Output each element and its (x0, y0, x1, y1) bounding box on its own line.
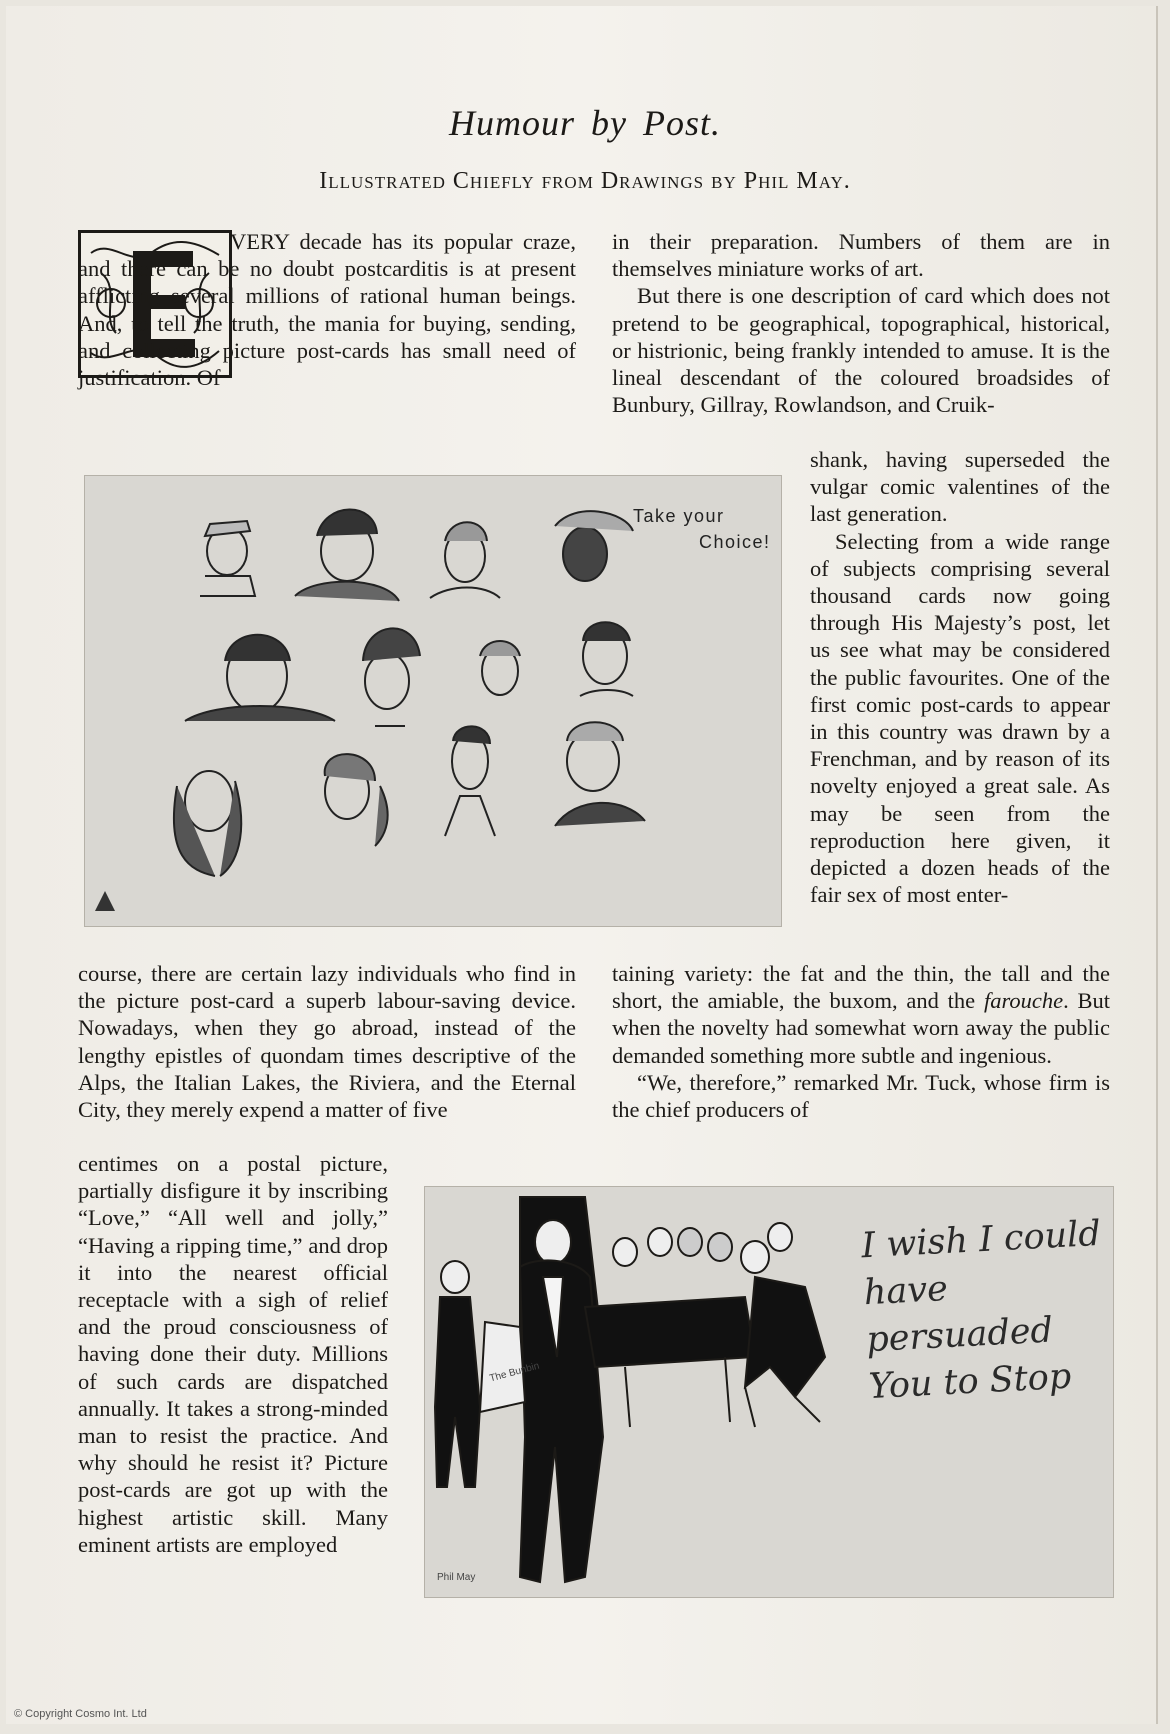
handwritten-caption: I wish I could have persuaded You to Stop (860, 1213, 1102, 1408)
figure-take-your-choice (84, 475, 782, 927)
paragraph-4: in their preparation. Numbers of them are in themselves miniature works of art. (612, 229, 1110, 282)
figure1-caption-line2: Choice! (699, 532, 771, 552)
paragraph-6-cont-b: . But when the novelty had somewhat worn away the public demanded something more subtle and ingenious. (612, 988, 1110, 1068)
paragraph-3: centimes on a postal picture, partially disfigure it by inscribing “Love,” “All well and jolly,” “Having a ripping time,” and drop it into the nearest official receptacle with a sigh of relief and the proud consciousness of having done their duty. Millions of such cards are dispatched annually. It takes a strong-minded man to resist the practice. And why should he resist it? Picture post-cards are got up with the highest artistic skill. Many eminent artists are employed (78, 1151, 388, 1557)
article-subtitle: Illustrated Chiefly from Drawings by Phil May. (319, 168, 851, 194)
paragraph-2: course, there are certain lazy individuals who find in the picture post-card a superb labour-saving device. Nowadays, when they go abroad, instead of the lengthy epistles of quondam times descriptive of the Alps, the Italian Lakes, the Riviera, and the Eternal City, they merely expend a matter of five (78, 961, 576, 1123)
paragraph-5-cont: shank, having superseded the vulgar comic valentines of the last generation. (810, 447, 1110, 527)
paragraph-7: “We, therefore,” remarked Mr. Tuck, whose firm is the chief producers of (612, 1069, 1110, 1123)
right-column-top (612, 228, 1110, 418)
figure-singer (424, 1186, 1114, 1598)
paragraph-1-text: VERY decade has its popular craze, and there can be no doubt postcarditis is at present afflicting several millions of rational human beings. And, to tell the truth, the mania for buying, sending, and collecting picture post-cards has small need of justification. Of (78, 229, 576, 391)
copyright-notice: © Copyright Cosmo Int. Ltd (14, 1708, 147, 1720)
right-column-narrow (810, 446, 1110, 908)
left-column-mid (78, 960, 576, 1123)
paragraph-5: But there is one description of card which does not pretend to be geographical, topographical, historical, or histrionic, being frankly intended to amuse. It is the lineal descendant of the coloured broadsides of Bunbury, Gillray, Rowlandson, and Cruik- (612, 283, 1110, 418)
paragraph-6: Selecting from a wide range of subjects comprising several thousand cards now going through His Majesty’s post, let us see what may be considered the public favourites. One of the first comic post-cards to appear in this country was drawn by a Frenchman, and by reason of its novelty enjoyed a great sale. As may be seen from the reproduction here given, it depicted a dozen heads of the fair sex of most enter- (810, 528, 1110, 908)
paragraph-6-cont-em: farouche (983, 988, 1064, 1014)
artist-signature: Phil May (437, 1572, 476, 1583)
left-column-bottom (78, 1150, 388, 1558)
publisher-logo-icon (95, 891, 115, 911)
paragraph-6-cont-a: taining variety: the fat and the thin, the tall and the short, the amiable, the buxom, and the (612, 961, 1110, 1014)
heads-illustration (85, 476, 781, 926)
left-column-top (78, 228, 576, 391)
right-column-bottom (612, 960, 1110, 1123)
paragraph-6-cont (612, 960, 1110, 1069)
music-sheet-label: The Bunbin (488, 1360, 541, 1385)
paragraph-1 (78, 228, 576, 391)
article-title: Humour by Post. (449, 103, 721, 143)
figure1-caption-line1: Take your (633, 506, 725, 526)
